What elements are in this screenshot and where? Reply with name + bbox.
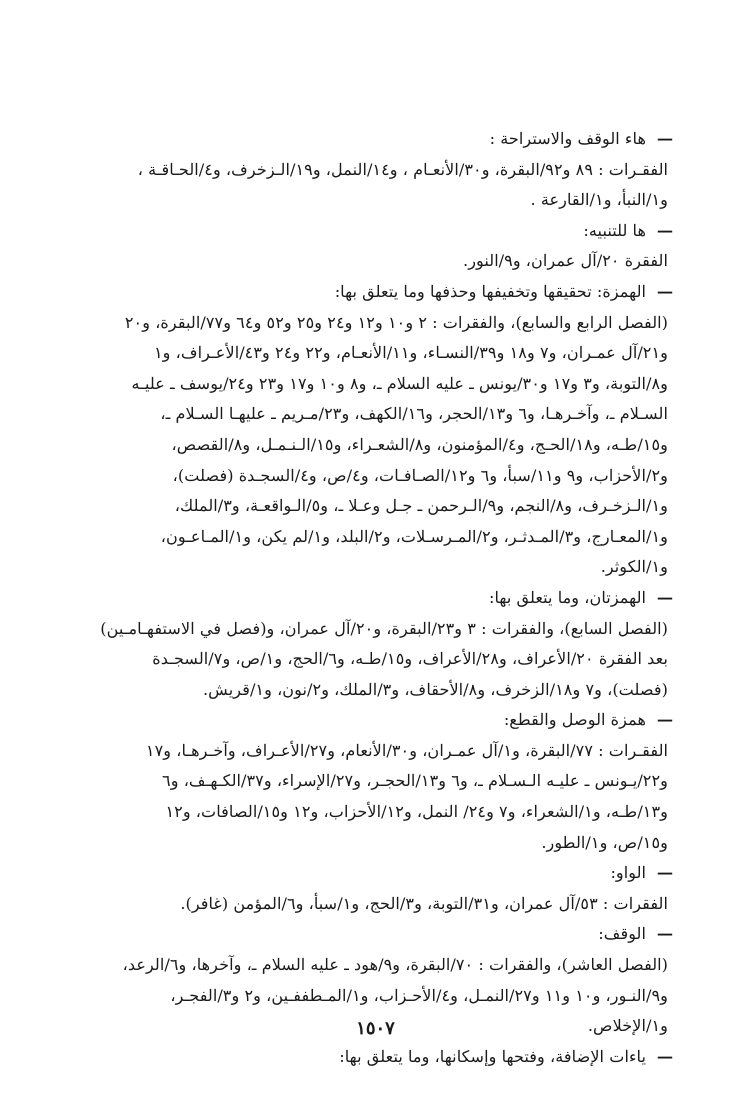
entry-dash-marker: — — [656, 281, 673, 301]
entry-line: و١٥/ص، و١/الطور. — [541, 832, 668, 852]
entry-line: الفقـرات : ٨٩ و٩٢/البقرة، و٣٠/الأنعـام ، و١٤/النمل، و١٩/الـزخرف، و٤/الحـاقـة ، — [137, 159, 668, 179]
index-content — [100, 124, 673, 1072]
index-entry — [100, 277, 673, 583]
entry-line: (الفصل السابع)، والفقرات : ٣ و٢٣/البقرة، و٢٠/آل عمران، و(فصل في الاستفهـامـين) — [100, 618, 668, 638]
entry-line: و٩/النـور، و١٠ و١١ و٢٧/النمـل، و٤/الأحـزاب، و١/المـطففـين، و٢ و٣/الفجـر، — [170, 985, 668, 1005]
index-entry — [100, 124, 673, 216]
index-entry — [100, 1042, 673, 1073]
entry-dash-marker: — — [656, 863, 673, 883]
entry-heading-text: هاء الوقف والاستراحة : — [489, 129, 646, 148]
entry-heading-text: الواو: — [610, 863, 646, 883]
entry-line: و١/الإخلاص. — [587, 1016, 668, 1036]
entry-line: و١/النبأ، و١/القارعة . — [530, 190, 668, 210]
entry-dash-marker: — — [656, 924, 673, 944]
entry-heading-text: الهمزتان، وما يتعلق بها: — [489, 587, 646, 607]
entry-heading — [100, 1042, 673, 1073]
entry-heading — [100, 583, 673, 614]
entry-line: و١٥/طـه، و١٨/الحـج، و٤/المؤمنون، و٨/الشعـراء، و١٥/الـنـمـل، و٨/القصص، — [171, 434, 668, 454]
entry-heading-text: ها للتنبيه: — [583, 220, 646, 240]
entry-line: و٢/الأحزاب، و٩ و١١/سبأ، و٦ و١٢/الصـافـات، و٤/ص، و٤/السجـدة (فصلت)، — [172, 465, 668, 485]
entry-dash-marker: — — [656, 220, 673, 240]
entry-line: السـلام ـ، وآخـرهـا، و٦ و١٣/الحجر، و١٦/الكهف، و٢٣/مـريم ـ عليهـا السـلام ـ، — [160, 404, 668, 424]
entry-line: و١/المعـارج، و٣/المـدثـر، و٢/المـرسـلات، و٢/البلد، و١/لم يكن، و١/المـاعـون، — [160, 526, 668, 546]
entry-heading — [100, 277, 673, 308]
entry-heading — [100, 705, 673, 736]
entry-line: (الفصل العاشر)، والفقرات : ٧٠/البقرة، و٩/هود ـ عليه السلام ـ، وآخرها، و٦/الرعد، — [122, 955, 668, 975]
page-number: ١٥٠٧ — [356, 1018, 395, 1039]
entry-heading — [100, 919, 673, 950]
entry-heading-text: الهمزة: تحقيقها وتخفيفها وحذفها وما يتعلق بها: — [334, 281, 646, 301]
entry-heading — [100, 216, 673, 247]
index-entry — [100, 216, 673, 277]
entry-line: بعد الفقرة ٢٠/الأعراف، و٢٨/الأعراف، و١٥/طـه، و٦/الحج، و١/ص، و٧/السجـدة — [152, 649, 668, 669]
entry-line: (فصلت)، و٧ و١٨/الزخرف، و٨/الأحقاف، و٣/الملك، و٢/نون، و١/قريش. — [202, 679, 668, 699]
entry-line: الفقـرات : ٧٧/البقرة، و١/آل عمـران، و٣٠/الأنعام، و٢٧/الأعـراف، وآخـرهـا، و١٧ — [145, 740, 668, 760]
entry-line: و١/الـزخـرف، و٨/النجم، و٩/الـرحمن ـ جـل وعـلا ـ، و٥/الـواقعـة، و٣/الملك، — [174, 496, 668, 516]
entry-line: و١٣/طـه، و١/الشعراء، و٧ و٢٤/ النمل، و١٢/الأحزاب، و١٢ و١٥/الصافات، و١٢ — [165, 802, 668, 822]
entry-heading — [100, 124, 673, 155]
entry-dash-marker: — — [656, 587, 673, 607]
entry-line: و٢١/آل عمـران، و٧ و١٨ و٣٩/النسـاء، و١١/الأنعـام، و٢٢ و٢٤ و٤٣/الأعـراف، و١ — [153, 343, 668, 363]
entry-heading-text: همزة الوصل والقطع: — [503, 710, 646, 730]
entry-line: و١/الكوثر. — [600, 557, 668, 577]
entry-line: الفقرات : ٥٣/آل عمران، و٣١/التوبة، و٣/الحج، و١/سبأ، و٦/المؤمن (غافر). — [180, 893, 668, 913]
entry-line: و٢٢/يـونس ـ عليـه الـسـلام ـ، و٦ و١٣/الحجـر، و٢٧/الإسراء، و٣٧/الكـهـف، و٦ — [162, 771, 668, 791]
entry-line: (الفصل الرابع والسابع)، والفقرات : ٢ و١٠ و١٢ و٢٤ و٢٥ و٥٢ و٦٤ و٧٧/البقرة، و٢٠ — [124, 312, 668, 332]
index-entry — [100, 858, 673, 919]
entry-heading — [100, 858, 673, 889]
index-entry — [100, 705, 673, 858]
entry-dash-marker: — — [656, 1046, 673, 1066]
entry-heading-text: ياءات الإضافة، وفتحها وإسكانها، وما يتعلق بها: — [339, 1046, 646, 1066]
entry-heading-text: الوقف: — [598, 924, 646, 944]
entry-line: و٨/التوبة، و٣ و١٧ و٣٠/يونس ـ عليه السلام ـ، و٨ و١٠ و١٧ و٢٣ و٢٤/يوسف ـ عليـه — [131, 373, 668, 393]
entry-dash-marker: — — [656, 710, 673, 730]
entry-line: الفقرة ٢٠/آل عمران، و٩/النور. — [463, 251, 668, 271]
entry-dash-marker: — — [656, 129, 673, 148]
index-entry — [100, 583, 673, 705]
